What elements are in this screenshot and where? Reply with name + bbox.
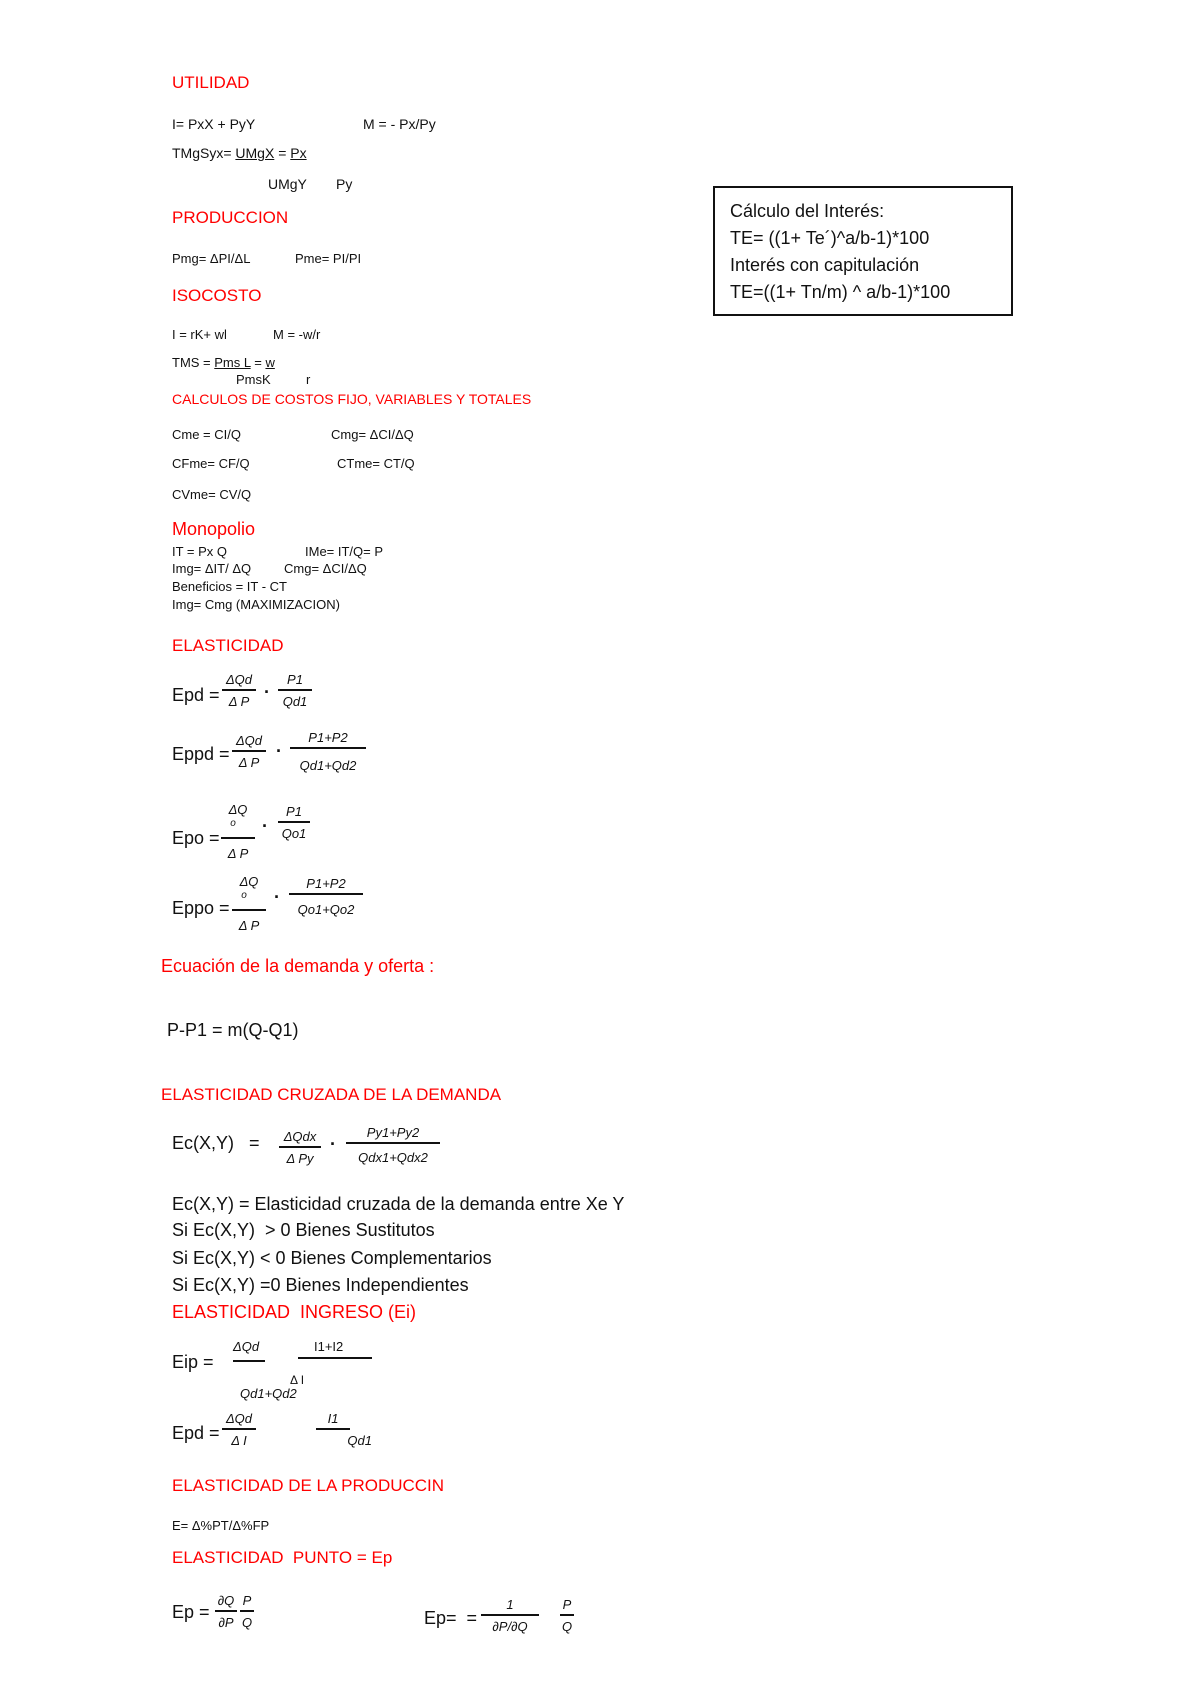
denominator: Δ I	[231, 1433, 247, 1448]
cruzada-line-1: Ec(X,Y) = Elasticidad cruzada de la demanda entre Xe Y	[172, 1194, 625, 1214]
ep2-fraction-1	[481, 1598, 539, 1633]
eip-denominator-2: Δ I	[290, 1373, 305, 1387]
ec-fraction-1	[279, 1130, 321, 1165]
epd-label: Epd =	[172, 685, 220, 705]
section-title-elasticidad-produccion: ELASTICIDAD DE LA PRODUCCIN	[172, 1476, 445, 1495]
interest-formula: TE= ((1+ Te´)^a/b-1)*100	[730, 228, 930, 248]
tms-eq: =	[250, 355, 266, 370]
numerator: Py1+Py2	[366, 1125, 420, 1140]
denominator: Δ P	[227, 846, 249, 861]
denominator: Qdx1+Qdx2	[358, 1150, 428, 1165]
multiply-dot: ·	[274, 887, 280, 907]
multiply-dot: ·	[264, 682, 270, 702]
epo-label: Epo =	[172, 828, 220, 848]
multiply-dot: ·	[262, 816, 268, 836]
numerator: ΔQd	[225, 672, 253, 687]
tms-den1: PmsK	[236, 372, 271, 387]
formula-maximizacion: Img= Cmg (MAXIMIZACION)	[172, 597, 340, 612]
tms-num2: w	[265, 355, 275, 370]
formula-cvme: CVme= CV/Q	[172, 487, 252, 502]
eppd-fraction-1	[232, 734, 266, 769]
ep2-fraction-2	[560, 1598, 574, 1633]
section-title-monopolio: Monopolio	[172, 519, 256, 539]
section-title-utilidad: UTILIDAD	[172, 73, 250, 92]
numerator: 1	[506, 1597, 514, 1612]
tms-den2: r	[306, 372, 311, 387]
ec-fraction-2	[346, 1126, 440, 1164]
formula-monopolio-cmg: Cmg= ΔCI/ΔQ	[284, 561, 367, 576]
formula-pme: Pme= PI/PI	[295, 251, 362, 266]
formula-beneficios: Beneficios = IT - CT	[172, 579, 287, 594]
tms-prefix: TMS =	[172, 355, 215, 370]
ep1-fraction-1	[215, 1594, 237, 1629]
tmgs-den2: Py	[336, 176, 353, 192]
eppd-label: Eppd =	[172, 744, 230, 764]
epd-ingreso-label: Epd =	[172, 1423, 220, 1443]
denominator: Qo1+Qo2	[297, 902, 355, 917]
cruzada-line-4: Si Ec(X,Y) =0 Bienes Independientes	[172, 1275, 469, 1295]
formula-tms	[172, 356, 275, 369]
numerator: ΔQdx	[283, 1129, 317, 1144]
numerator: ΔQd	[225, 1411, 253, 1426]
tmgs-eq: =	[274, 145, 291, 161]
epd-fraction-1	[222, 673, 256, 708]
formula-cme: Cme = CI/Q	[172, 427, 241, 442]
eip-label: Eip =	[172, 1352, 214, 1372]
ep2-label: Ep= =	[424, 1608, 478, 1628]
formula-ime: IMe= IT/Q= P	[305, 544, 384, 559]
denominator: Qd1+Qd2	[299, 758, 357, 773]
epd-fraction-2	[278, 673, 312, 708]
numerator: ΔQd	[235, 733, 263, 748]
interest-box	[713, 186, 1013, 316]
section-title-produccion: PRODUCCION	[172, 208, 289, 227]
cruzada-line-2: Si Ec(X,Y) > 0 Bienes Sustitutos	[172, 1220, 435, 1240]
denominator: Q	[561, 1619, 573, 1634]
denominator: Δ P	[228, 694, 250, 709]
interest-capitalization-title: Interés con capitulación	[730, 255, 920, 275]
denominator: Qo1	[281, 826, 307, 841]
numerator: P1+P2	[306, 876, 346, 891]
formula-pmg: Pmg= ΔPI/ΔL	[172, 251, 251, 266]
formula-isocost-slope: M = -w/r	[273, 327, 321, 342]
numerator: P1	[286, 804, 302, 819]
epo-fraction-1	[221, 803, 255, 860]
section-title-elasticidad: ELASTICIDAD	[172, 636, 284, 655]
epd-ingreso-fraction-2	[316, 1411, 372, 1448]
numerator: P	[242, 1593, 252, 1608]
eppo-fraction-2	[289, 877, 363, 916]
numerator: ΔQ	[228, 802, 248, 817]
denominator: Δ P	[238, 918, 260, 933]
epd-ingreso-fraction-1	[222, 1412, 256, 1447]
formula-line-equation: P-P1 = m(Q-Q1)	[167, 1020, 299, 1040]
section-title-isocosto: ISOCOSTO	[172, 286, 262, 305]
eip-numerator: ΔQd	[233, 1339, 260, 1354]
section-title-ecuacion: Ecuación de la demanda y oferta :	[161, 956, 435, 976]
numerator: P	[562, 1597, 572, 1612]
tms-num1: Pms L	[214, 355, 251, 370]
denominator: ∂P/∂Q	[492, 1619, 528, 1634]
fraction-bar	[298, 1357, 372, 1359]
eppo-fraction-1	[232, 875, 266, 932]
fraction-bar	[316, 1428, 350, 1430]
section-title-cruzada: ELASTICIDAD CRUZADA DE LA DEMANDA	[161, 1085, 502, 1104]
multiply-dot: ·	[330, 1134, 336, 1154]
ec-label: Ec(X,Y) =	[172, 1133, 260, 1153]
section-title-costos: CALCULOS DE COSTOS FIJO, VARIABLES Y TOTALES	[172, 391, 532, 407]
tmgs-num2: Px	[290, 145, 307, 161]
denominator: Q	[241, 1615, 253, 1630]
denominator: ∂P	[218, 1615, 234, 1630]
subscript: o	[230, 818, 236, 829]
numerator: I1	[327, 1411, 339, 1426]
ep1-fraction-2	[240, 1594, 254, 1629]
fraction-bar	[233, 1360, 265, 1362]
numerator: ∂Q	[217, 1593, 235, 1608]
eppo-label: Eppo =	[172, 898, 230, 918]
denominator: Qd1	[347, 1433, 372, 1448]
formula-cmg: Cmg= ΔCI/ΔQ	[331, 427, 414, 442]
subscript: o	[241, 890, 247, 901]
eip-denominator: Qd1+Qd2	[240, 1386, 297, 1401]
ep1-label: Ep =	[172, 1602, 210, 1622]
section-title-punto: ELASTICIDAD PUNTO = Ep	[172, 1548, 393, 1567]
eip-numerator-2: I1+I2	[314, 1339, 344, 1354]
formula-img: Img= ΔIT/ ΔQ	[172, 561, 252, 576]
interest-capitalization-formula: TE=((1+ Tn/m) ^ a/b-1)*100	[730, 282, 951, 302]
tmgs-den1: UMgY	[268, 176, 307, 192]
formula-cfme: CFme= CF/Q	[172, 456, 250, 471]
denominator: Δ Py	[286, 1151, 314, 1166]
tmgs-prefix: TMgSyx=	[172, 145, 236, 161]
cruzada-line-3: Si Ec(X,Y) < 0 Bienes Complementarios	[172, 1248, 492, 1268]
formula-elasticidad-produccion: E= Δ%PT/Δ%FP	[172, 1518, 270, 1533]
eppd-fraction-2	[290, 731, 366, 772]
formula-slope: M = - Px/Py	[363, 116, 436, 132]
formula-isocost: I = rK+ wl	[172, 327, 227, 342]
multiply-dot: ·	[276, 741, 282, 761]
numerator: ΔQ	[239, 874, 259, 889]
denominator: Qd1	[282, 694, 308, 709]
numerator: P1	[287, 672, 303, 687]
epo-fraction-2	[278, 805, 310, 840]
formula-tmgs	[172, 146, 307, 160]
formula-it: IT = Px Q	[172, 544, 228, 559]
section-title-ingreso: ELASTICIDAD INGRESO (Ei)	[172, 1302, 417, 1322]
denominator: Δ P	[238, 755, 260, 770]
formula-ctme: CTme= CT/Q	[337, 456, 415, 471]
interest-title: Cálculo del Interés:	[730, 201, 885, 221]
tmgs-num1: UMgX	[235, 145, 275, 161]
numerator: P1+P2	[308, 730, 348, 745]
formula-budget: I= PxX + PyY	[172, 116, 256, 132]
